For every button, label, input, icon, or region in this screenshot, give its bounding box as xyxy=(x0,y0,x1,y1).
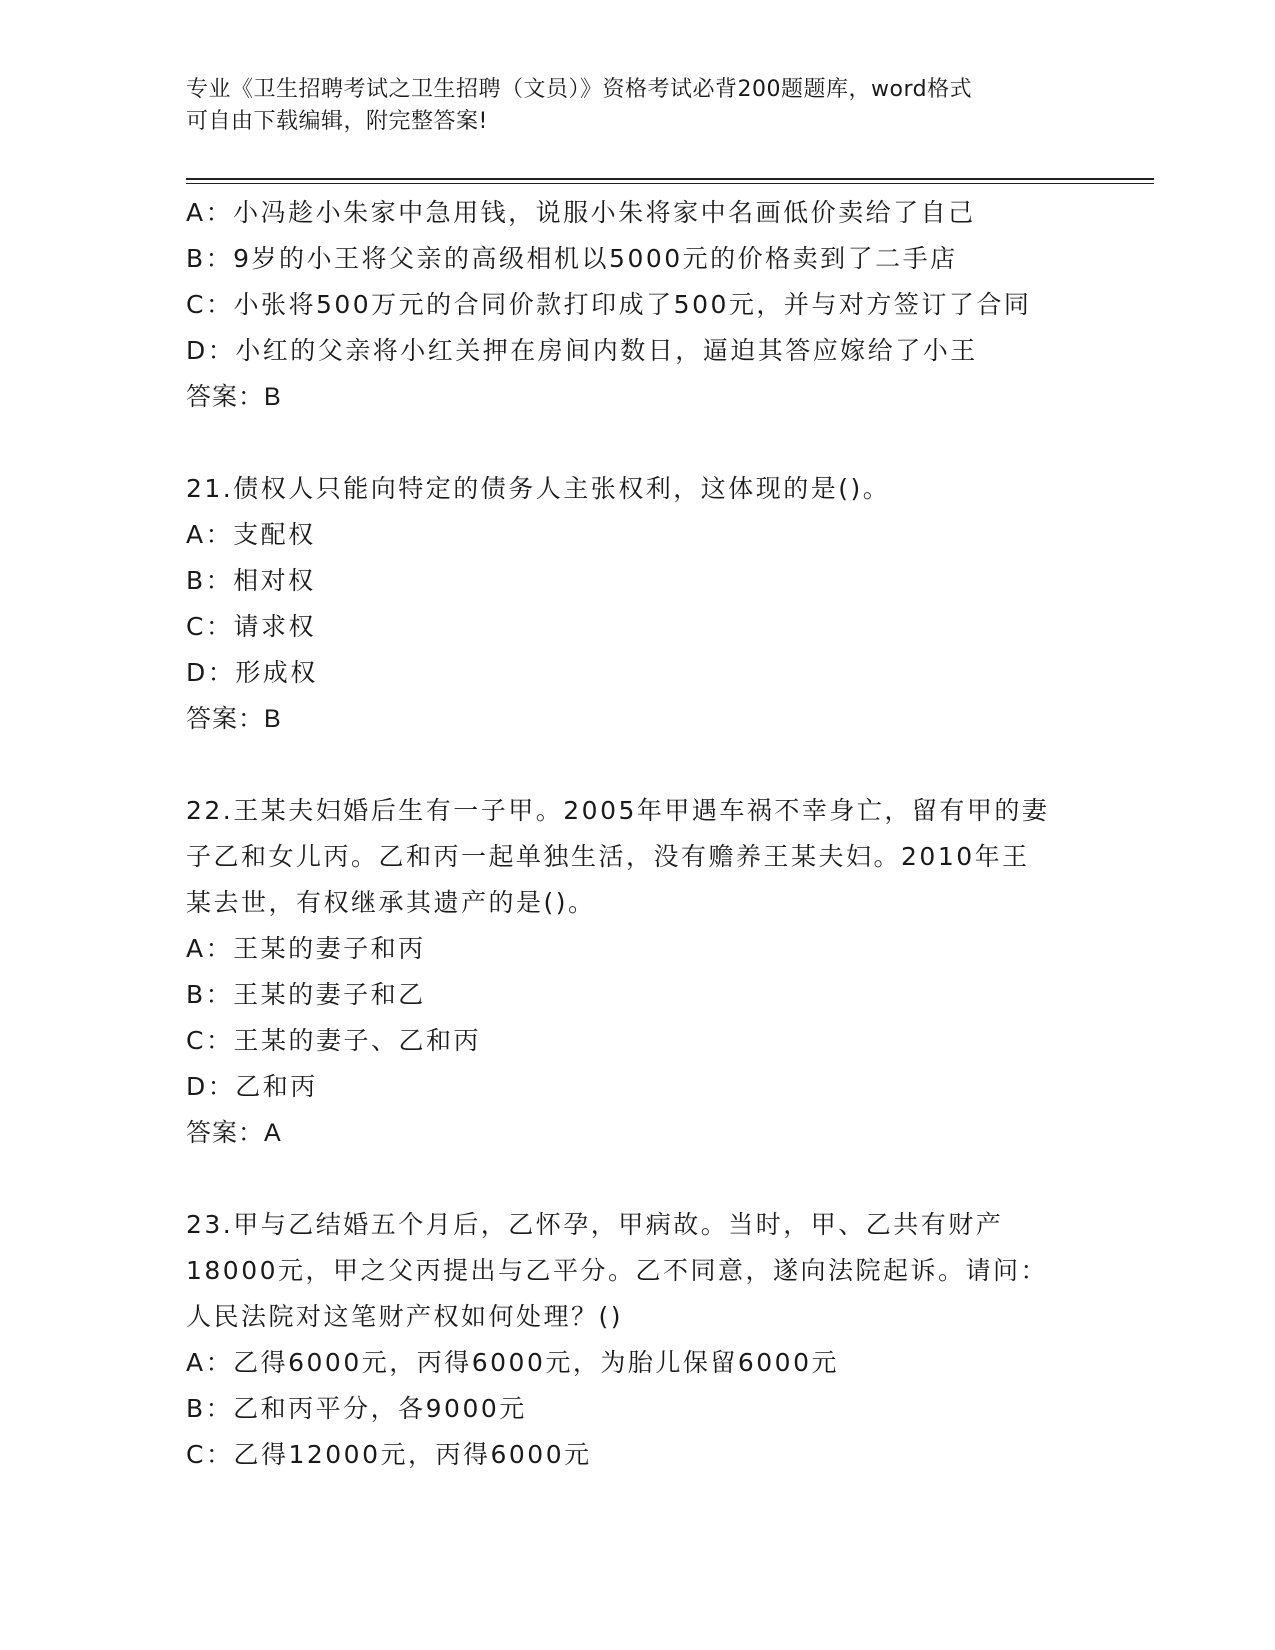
answer-line: 答案：A xyxy=(186,1119,282,1147)
question-text: 某去世，有权继承其遗产的是()。 xyxy=(186,888,596,917)
page-header xyxy=(186,74,1066,138)
option-b: B：王某的妻子和乙 xyxy=(186,980,426,1009)
option-a: A：小冯趁小朱家中急用钱，说服小朱将家中名画低价卖给了自己 xyxy=(186,198,976,227)
question-block-20 xyxy=(186,190,1146,420)
question-block-23 xyxy=(186,1202,1146,1478)
option-b: B：乙和丙平分，各9000元 xyxy=(186,1394,527,1423)
spacer xyxy=(186,742,1146,788)
question-block-21 xyxy=(186,466,1146,742)
answer-line: 答案：B xyxy=(186,705,282,733)
option-b: B：相对权 xyxy=(186,566,316,595)
question-block-22 xyxy=(186,788,1146,1156)
option-c: C：请求权 xyxy=(186,612,316,641)
spacer xyxy=(186,1156,1146,1202)
option-c: C：王某的妻子、乙和丙 xyxy=(186,1026,481,1055)
option-c: C：小张将500万元的合同价款打印成了500元，并与对方签订了合同 xyxy=(186,290,1032,319)
header-rule-thin xyxy=(186,183,1154,184)
question-text: 子乙和女儿丙。乙和丙一起单独生活，没有赡养王某夫妇。2010年王 xyxy=(186,842,1030,871)
option-b: B：9岁的小王将父亲的高级相机以5000元的价格卖到了二手店 xyxy=(186,244,958,273)
option-a: A：乙得6000元，丙得6000元，为胎儿保留6000元 xyxy=(186,1348,839,1377)
answer-line: 答案：B xyxy=(186,383,282,411)
option-d: D：小红的父亲将小红关押在房间内数日，逼迫其答应嫁给了小王 xyxy=(186,336,978,365)
option-d: D：形成权 xyxy=(186,658,318,687)
question-text: 21.债权人只能向特定的债务人主张权利，这体现的是()。 xyxy=(186,474,891,503)
option-a: A：王某的妻子和丙 xyxy=(186,934,426,963)
question-text: 人民法院对这笔财产权如何处理？() xyxy=(186,1302,624,1331)
header-subtitle-line: 可自由下载编辑，附完整答案! xyxy=(186,109,488,134)
option-d: D：乙和丙 xyxy=(186,1072,318,1101)
header-title-line: 专业《卫生招聘考试之卫生招聘（文员）》资格考试必背200题题库，word格式 xyxy=(186,77,973,102)
option-c: C：乙得12000元，丙得6000元 xyxy=(186,1440,592,1469)
question-text: 22.王某夫妇婚后生有一子甲。2005年甲遇车祸不幸身亡，留有甲的妻 xyxy=(186,796,1050,825)
question-text: 23.甲与乙结婚五个月后，乙怀孕，甲病故。当时，甲、乙共有财产 xyxy=(186,1210,1004,1239)
header-rule-thick xyxy=(186,178,1154,180)
option-a: A：支配权 xyxy=(186,520,316,549)
question-text: 18000元，甲之父丙提出与乙平分。乙不同意，遂向法院起诉。请问： xyxy=(186,1256,1049,1285)
spacer xyxy=(186,420,1146,466)
question-list xyxy=(186,190,1146,1478)
